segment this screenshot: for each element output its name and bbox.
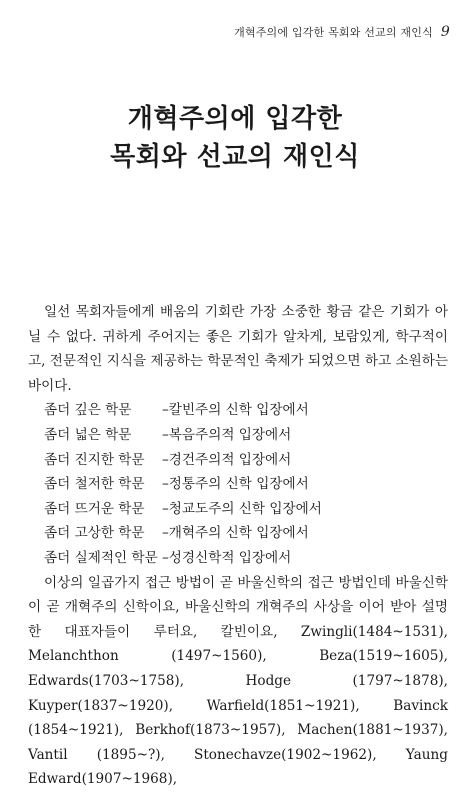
list-item-label: 좀더 고상한 학문 [44, 525, 145, 542]
list-item [28, 546, 448, 571]
list-item [28, 521, 448, 546]
closing-paragraph: 이상의 일곱가지 접근 방법이 곧 바울신학의 접근 방법인데 바울신학이 곧 개혁주의 신학이요, 바울신학의 개혁주의 사상을 이어 받아 설명한 대표자들이 루터요, 칼빈이요, Zwingli(1484~1531), Melanchthon (1497~1560), Beza(1519~1605), Edwards(1703~1758), Hodge (1797~1878), Kuyper(1837~1920), Warfield(1851~1921), Bavinck (1854~1921), Berkhof(1873~1957), Machen(1881~1937), Vantil (1895~?), Stonechavze(1902~1962), Yaung Edward(1907~1968), [28, 574, 448, 788]
chapter-title-line-1: 개혁주의에 입각한 [127, 104, 343, 134]
page-number: 9 [440, 24, 450, 40]
list-item-value: –성경신학적 입장에서 [162, 549, 292, 566]
running-head [234, 24, 450, 40]
chapter-title-line-2: 목회와 선교의 재인식 [110, 142, 360, 172]
list-item-label: 좀더 깊은 학문 [44, 402, 132, 419]
list-item [28, 448, 448, 473]
list-item-label: 좀더 철저한 학문 [44, 476, 145, 493]
list-item-label: 좀더 실제적인 학문 [44, 549, 158, 566]
list-item [28, 398, 448, 423]
list-item-value: –복음주의적 입장에서 [162, 426, 292, 443]
list-item-label: 좀더 진지한 학문 [44, 451, 145, 468]
list-item-label: 좀더 넓은 학문 [44, 426, 132, 443]
list-item-value: –칼빈주의 신학 입장에서 [162, 402, 309, 419]
list-item-value: –개혁주의 신학 입장에서 [162, 525, 309, 542]
list-item-value: –정통주의 신학 입장에서 [162, 476, 309, 493]
list-item-value: –청교도주의 신학 입장에서 [162, 500, 322, 517]
list-item [28, 423, 448, 448]
running-title: 개혁주의에 입각한 목회와 선교의 재인식 [234, 26, 433, 39]
approach-list [28, 398, 448, 570]
body-text [28, 300, 448, 792]
list-item-label: 좀더 뜨거운 학문 [44, 500, 145, 517]
list-item [28, 472, 448, 497]
chapter-title [0, 100, 470, 176]
list-item-value: –경건주의적 입장에서 [162, 451, 292, 468]
list-item [28, 497, 448, 522]
intro-paragraph: 일선 목회자들에게 배움의 기회란 가장 소중한 황금 같은 기회가 아닐 수 없다. 귀하게 주어지는 좋은 기회가 알차게, 보람있게, 학구적이고, 전문적인 지식을 제공하는 학문적인 축제가 되었으면 하고 소원하는 바이다. [28, 304, 448, 394]
